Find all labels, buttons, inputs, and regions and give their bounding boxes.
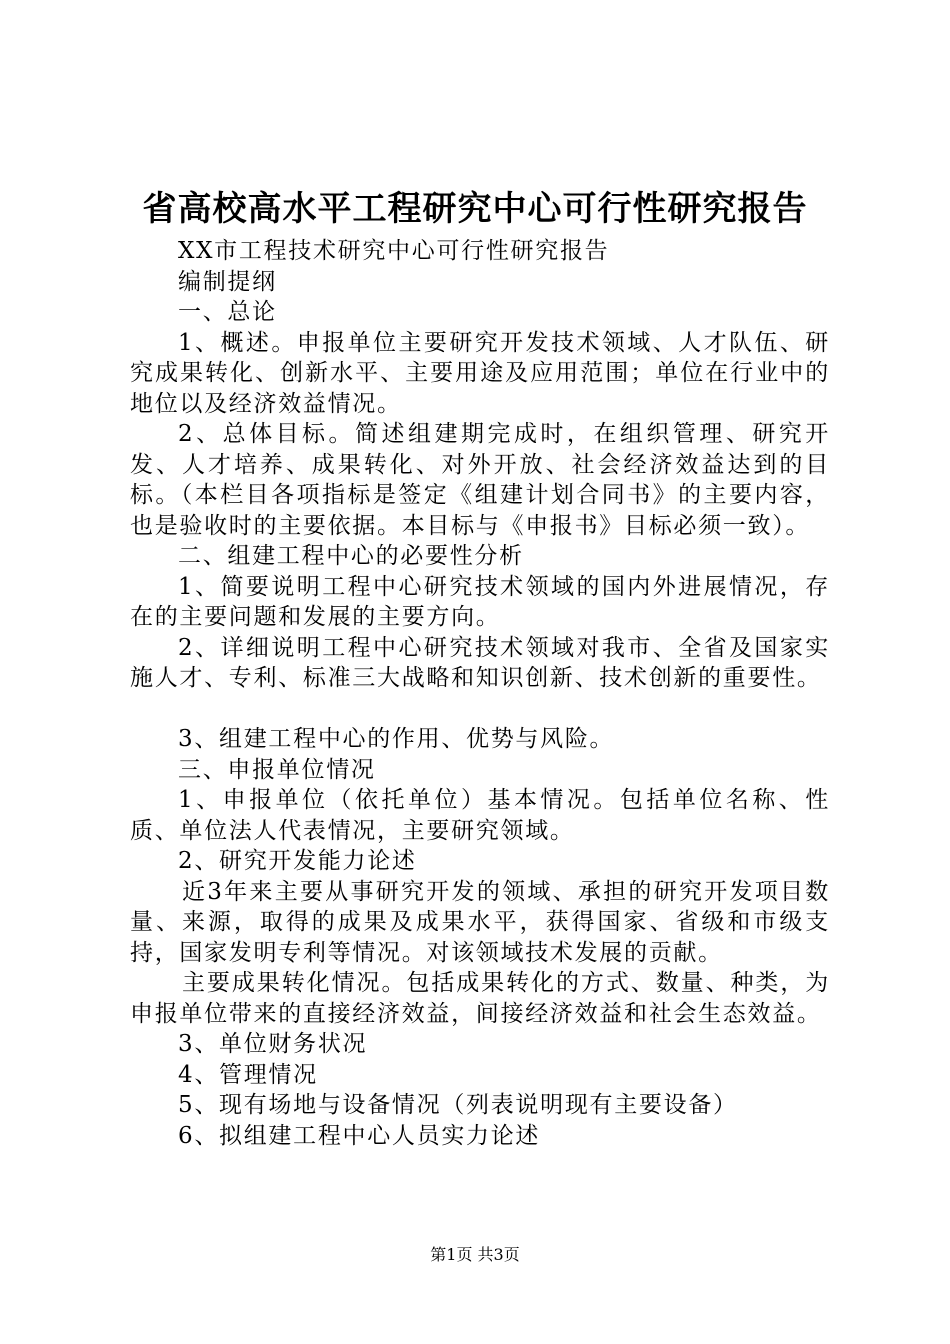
paragraph: 主要成果转化情况。包括成果转化的方式、数量、种类，为申报单位带来的直接经济效益，间接经济效益和社会生态效益。 <box>130 970 830 1027</box>
paragraph: 5、现有场地与设备情况（列表说明现有主要设备） <box>178 1092 738 1118</box>
document-body <box>130 236 830 1151</box>
section-heading-3: 三、申报单位情况 <box>178 756 376 783</box>
paragraph: 4、管理情况 <box>178 1061 318 1088</box>
section-heading-2: 二、组建工程中心的必要性分析 <box>178 543 524 569</box>
paragraph: 2、总体目标。简述组建期完成时，在组织管理、研究开发、人才培养、成果转化、对外开放、社会经济效益达到的目标。（本栏目各项指标是签定《组建计划合同书》的主要内容，也是验收时的主要依据。本目标与《申报书》目标必须一致）。 <box>130 421 830 539</box>
paragraph: 近3年来主要从事研究开发的领域、承担的研究开发项目数量、来源，取得的成果及成果水平，获得国家、省级和市级支持，国家发明专利等情况。对该领域技术发展的贡献。 <box>130 878 830 966</box>
paragraph: 1、申报单位（依托单位）基本情况。包括单位名称、性质、单位法人代表情况，主要研究领域。 <box>130 787 830 844</box>
paragraph: 3、组建工程中心的作用、优势与风险。 <box>178 726 615 752</box>
paragraph: 6、拟组建工程中心人员实力论述 <box>178 1122 541 1149</box>
paragraph: 2、研究开发能力论述 <box>178 848 417 874</box>
paragraph: 2、详细说明工程中心研究技术领域对我市、全省及国家实施人才、专利、标准三大战略和知识创新、技术创新的重要性。 <box>130 634 830 691</box>
document-title: 省高校高水平工程研究中心可行性研究报告 <box>142 189 808 229</box>
page-footer: 第1页 共3页 <box>430 1245 520 1264</box>
blank-line <box>130 694 830 725</box>
paragraph: 3、单位财务状况 <box>178 1031 368 1057</box>
outline-heading: 编制提纲 <box>178 268 277 295</box>
paragraph: 1、简要说明工程中心研究技术领域的国内外进展情况，存在的主要问题和发展的主要方向。 <box>130 573 830 630</box>
report-subtitle: XX市工程技术研究中心可行性研究报告 <box>178 238 610 264</box>
paragraph: 1、概述。申报单位主要研究开发技术领域、人才队伍、研究成果转化、创新水平、主要用途及应用范围；单位在行业中的地位以及经济效益情况。 <box>130 329 830 417</box>
section-heading-1: 一、总论 <box>178 299 277 325</box>
